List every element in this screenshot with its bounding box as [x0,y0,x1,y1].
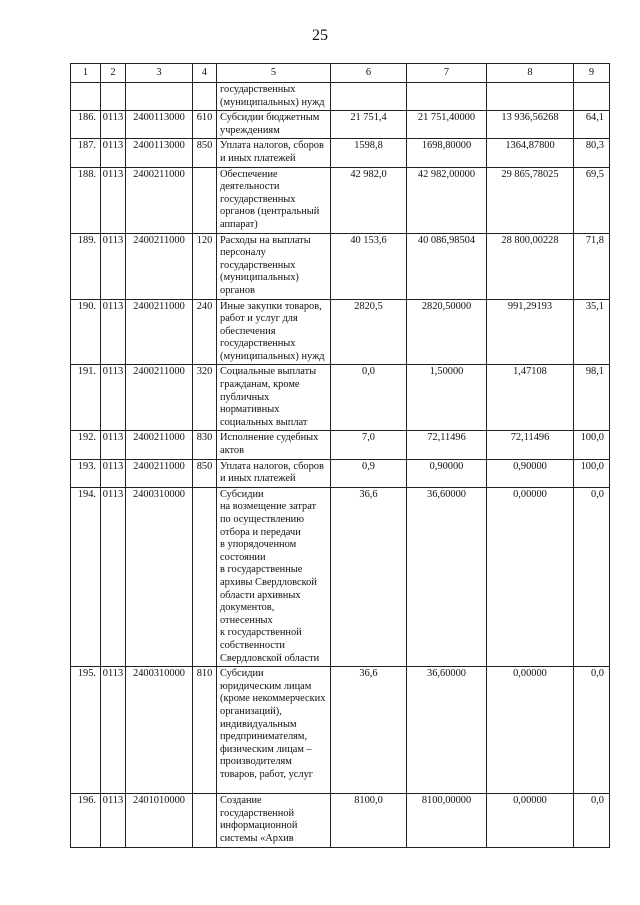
target-article-code: 2401010000 [126,794,193,847]
expense-type-code: 240 [193,299,217,365]
column-header: 3 [126,64,193,83]
section-code: 0113 [101,794,126,847]
planned-amount: 36,6 [331,487,407,666]
row-number: 186. [71,111,101,139]
clarified-amount: 2820,50000 [407,299,487,365]
executed-amount: 1364,87800 [487,139,574,167]
executed-amount: 1,47108 [487,365,574,431]
execution-percent: 71,8 [574,233,610,299]
expense-type-code [193,487,217,666]
section-code: 0113 [101,139,126,167]
execution-percent: 98,1 [574,365,610,431]
target-article-code: 2400113000 [126,111,193,139]
table-row [71,431,610,459]
execution-percent: 64,1 [574,111,610,139]
column-header: 8 [487,64,574,83]
executed-amount: 0,90000 [487,459,574,487]
planned-amount: 21 751,4 [331,111,407,139]
column-header: 7 [407,64,487,83]
expense-name: Субсидии бюджетным учреждениям [217,111,331,139]
executed-amount: 13 936,56268 [487,111,574,139]
table-row [71,139,610,167]
clarified-amount: 36,60000 [407,487,487,666]
column-header: 6 [331,64,407,83]
target-article-code: 2400211000 [126,233,193,299]
executed-amount: 72,11496 [487,431,574,459]
section-code: 0113 [101,365,126,431]
clarified-amount: 1698,80000 [407,139,487,167]
expense-name: Уплата налогов, сборов и иных платежей [217,459,331,487]
clarified-amount: 0,90000 [407,459,487,487]
expense-name: Социальные выплаты гражданам, кроме публичных нормативных социальных выплат [217,365,331,431]
table-row [71,794,610,847]
execution-percent: 0,0 [574,667,610,794]
row-number: 194. [71,487,101,666]
target-article-code: 2400211000 [126,365,193,431]
row-number: 195. [71,667,101,794]
expense-type-code: 320 [193,365,217,431]
executed-amount: 0,00000 [487,794,574,847]
expense-type-code [193,794,217,847]
row-number: 192. [71,431,101,459]
execution-percent: 35,1 [574,299,610,365]
table-row [71,111,610,139]
row-number: 196. [71,794,101,847]
planned-amount: 7,0 [331,431,407,459]
planned-amount: 2820,5 [331,299,407,365]
expense-name: Субсидии на возмещение затрат по осуществлению отбора и передачи в упорядоченном состоянии в государственные архивы Свердловской области архивных документов, отнесенных к государственной собственности Свердловской области [217,487,331,666]
planned-amount: 8100,0 [331,794,407,847]
clarified-amount: 72,11496 [407,431,487,459]
planned-amount: 36,6 [331,667,407,794]
expense-name: Субсидии юридическим лицам (кроме некоммерческих организаций), индивидуальным предпринимателям, физическим лицам – производителям товаров, работ, услуг [217,667,331,794]
expense-name: Расходы на выплаты персоналу государственных (муниципальных) органов [217,233,331,299]
expense-type-code: 810 [193,667,217,794]
expense-type-code: 830 [193,431,217,459]
section-code: 0113 [101,299,126,365]
table-row [71,667,610,794]
expense-name: Уплата налогов, сборов и иных платежей [217,139,331,167]
row-number: 187. [71,139,101,167]
row-number: 189. [71,233,101,299]
expense-name: Иные закупки товаров, работ и услуг для обеспечения государственных (муниципальных) нужд [217,299,331,365]
table-row [71,233,610,299]
clarified-amount: 1,50000 [407,365,487,431]
expense-type-code: 850 [193,459,217,487]
target-article-code: 2400211000 [126,431,193,459]
execution-percent: 69,5 [574,167,610,233]
expense-type-code: 120 [193,233,217,299]
budget-table [70,63,610,848]
section-code: 0113 [101,667,126,794]
page-number: 25 [312,27,328,44]
target-article-code: 2400310000 [126,667,193,794]
column-header: 5 [217,64,331,83]
expense-type-code: 610 [193,111,217,139]
executed-amount: 991,29193 [487,299,574,365]
expense-type-code: 850 [193,139,217,167]
section-code: 0113 [101,167,126,233]
column-header: 2 [101,64,126,83]
clarified-amount: 21 751,40000 [407,111,487,139]
row-number: 190. [71,299,101,365]
section-code: 0113 [101,459,126,487]
clarified-amount: 8100,00000 [407,794,487,847]
target-article-code: 2400211000 [126,167,193,233]
section-code: 0113 [101,487,126,666]
section-code: 0113 [101,111,126,139]
expense-name: Исполнение судебных актов [217,431,331,459]
executed-amount: 0,00000 [487,487,574,666]
section-code: 0113 [101,233,126,299]
continuation-text: государственных (муниципальных) нужд [217,83,331,111]
table-row [71,459,610,487]
column-header: 4 [193,64,217,83]
target-article-code: 2400211000 [126,299,193,365]
execution-percent: 100,0 [574,431,610,459]
table-row [71,487,610,666]
expense-name: Создание государственной информационной системы «Архив [217,794,331,847]
target-article-code: 2400113000 [126,139,193,167]
target-article-code: 2400310000 [126,487,193,666]
execution-percent: 100,0 [574,459,610,487]
table-row [71,365,610,431]
clarified-amount: 36,60000 [407,667,487,794]
header-row [71,64,610,83]
planned-amount: 40 153,6 [331,233,407,299]
planned-amount: 42 982,0 [331,167,407,233]
planned-amount: 0,0 [331,365,407,431]
executed-amount: 28 800,00228 [487,233,574,299]
expense-name: Обеспечение деятельности государственных органов (центральный аппарат) [217,167,331,233]
expense-type-code [193,167,217,233]
column-header: 9 [574,64,610,83]
row-number: 188. [71,167,101,233]
planned-amount: 0,9 [331,459,407,487]
row-number: 191. [71,365,101,431]
table-row [71,299,610,365]
execution-percent: 0,0 [574,487,610,666]
executed-amount: 29 865,78025 [487,167,574,233]
execution-percent: 80,3 [574,139,610,167]
planned-amount: 1598,8 [331,139,407,167]
continuation-row [71,83,610,111]
table-row [71,167,610,233]
executed-amount: 0,00000 [487,667,574,794]
section-code: 0113 [101,431,126,459]
target-article-code: 2400211000 [126,459,193,487]
column-header: 1 [71,64,101,83]
clarified-amount: 42 982,00000 [407,167,487,233]
execution-percent: 0,0 [574,794,610,847]
row-number: 193. [71,459,101,487]
clarified-amount: 40 086,98504 [407,233,487,299]
